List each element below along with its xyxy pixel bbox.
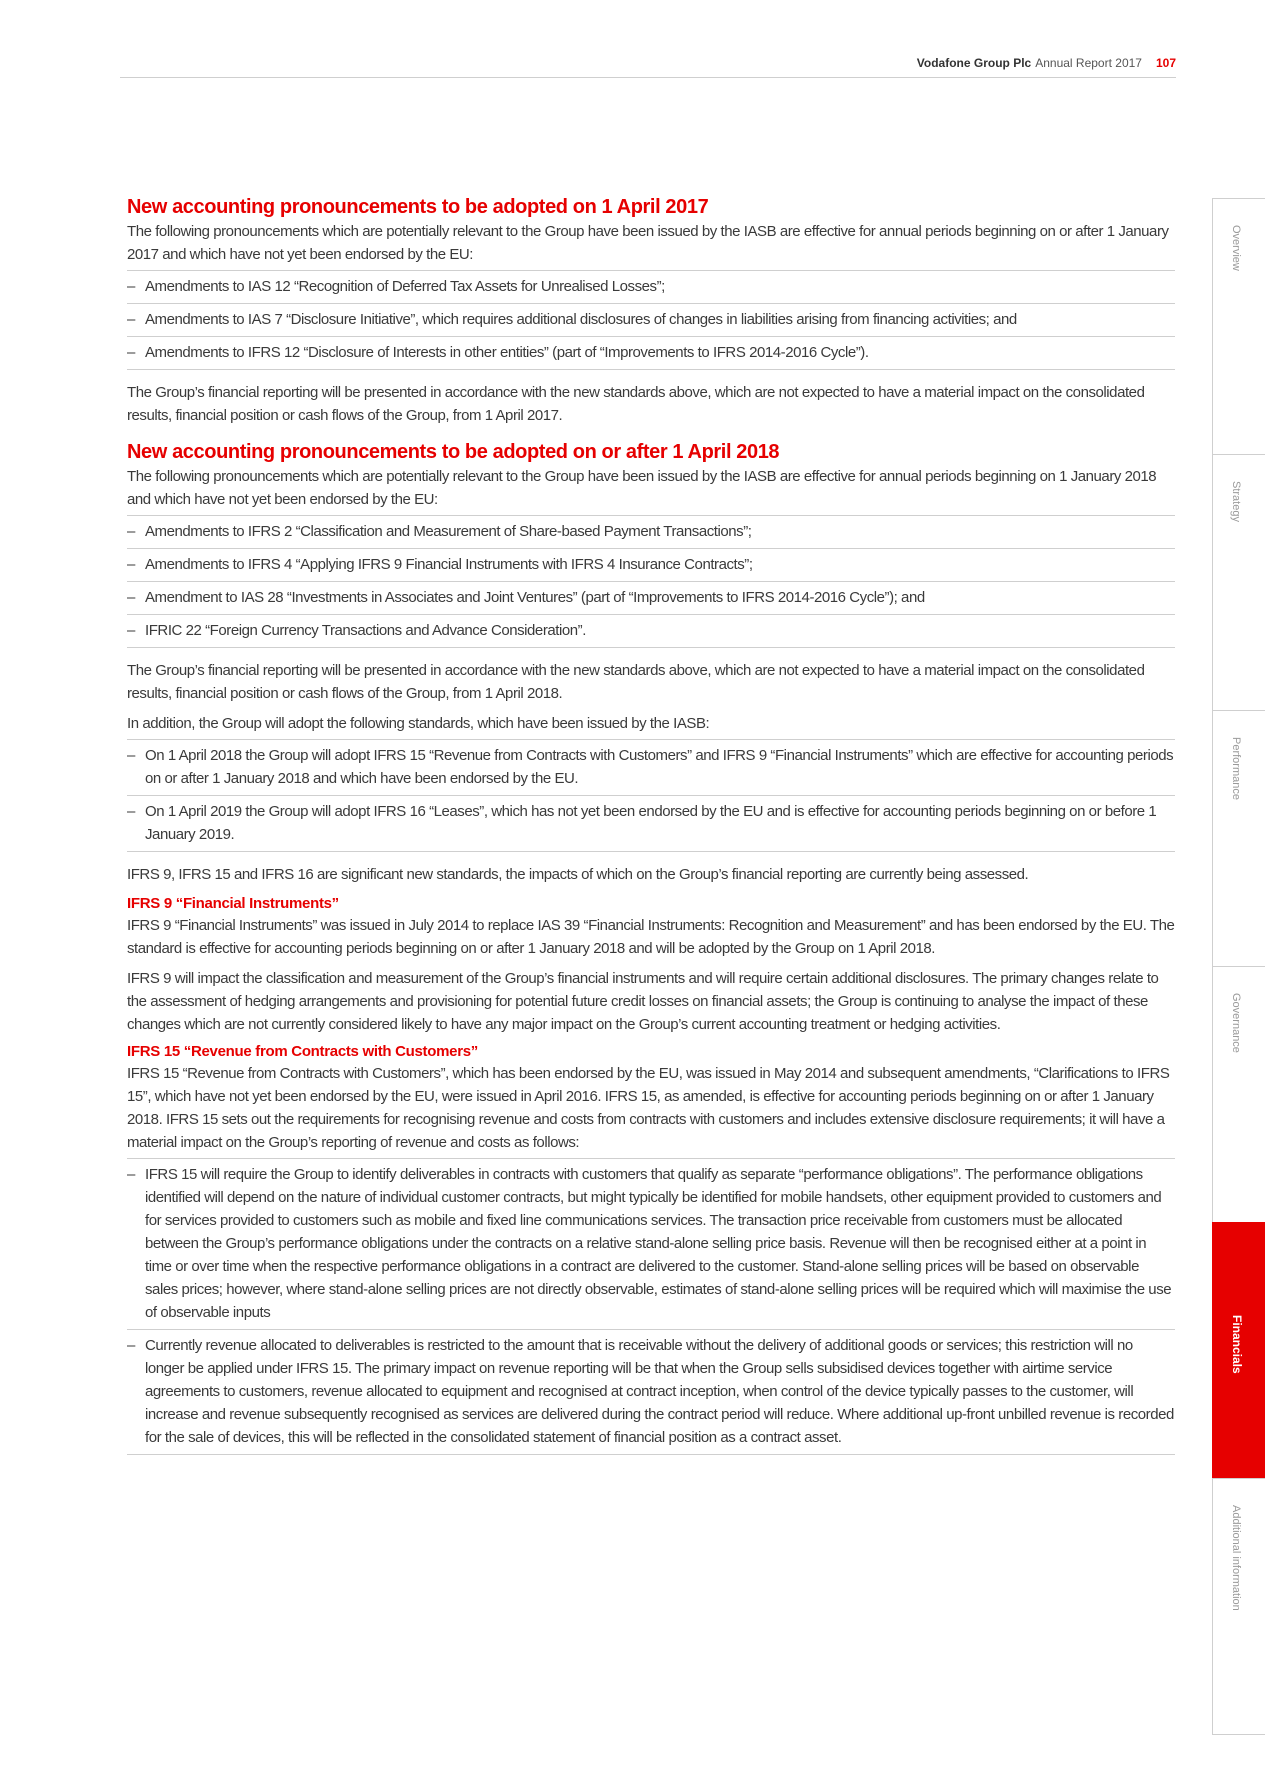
list-item: – IFRIC 22 “Foreign Currency Transactions and Advance Consideration”. xyxy=(127,615,1175,648)
tab-label: Governance xyxy=(1230,993,1242,1053)
dash-marker: – xyxy=(127,311,135,328)
section-2018-closing: The Group’s financial reporting will be presented in accordance with the new standards above, which are not expected to have a material impact on the consolidated results, financial position or cash flows of the Group, from 1 April 2018. xyxy=(127,662,1145,702)
company-name: Vodafone Group Plc xyxy=(916,56,1032,70)
dash-marker: – xyxy=(127,278,135,295)
tab-label: Overview xyxy=(1230,225,1242,271)
list-item: – Amendments to IFRS 4 “Applying IFRS 9 Financial Instruments with IFRS 4 Insurance Contracts”; xyxy=(127,549,1175,582)
tab-label: Performance xyxy=(1230,737,1242,800)
list-item: – IFRS 15 will require the Group to identify deliverables in contracts with customers that qualify as separate “performance obligations”. The performance obligations identified will depend on the nature of individual customer contracts, but might typically be identified for mobile handsets, other equipment provided to customers and for services provided to customers such as mobile and fixed line communications services. The transaction price receivable from customers must be allocated between the Group’s performance obligations under the contracts on a relative stand-alone selling price basis. Revenue will then be recognised either at a point in time or over time when the respective performance obligations in a contract are delivered to the customer. Stand-alone selling prices will be based on observable sales prices; however, where stand-alone selling prices are not directly observable, estimates of stand-alone selling prices will be required which will maximise the use of observable inputs xyxy=(127,1159,1175,1330)
tab-label: Additional information xyxy=(1230,1505,1242,1611)
tab-additional-information[interactable] xyxy=(1212,1478,1265,1735)
ifrs9-heading: IFRS 9 “Financial Instruments” xyxy=(127,895,339,912)
list-item: – On 1 April 2019 the Group will adopt IFRS 16 “Leases”, which has not yet been endorsed by the EU and is effective for accounting periods beginning on or before 1 January 2019. xyxy=(127,796,1175,852)
section-2018-addition-list xyxy=(127,739,1175,852)
dash-marker: – xyxy=(127,344,135,361)
section-2017-intro: The following pronouncements which are potentially relevant to the Group have been issued by the IASB are effective for annual periods beginning on or after 1 January 2017 and which have not yet been endorsed by the EU: xyxy=(127,223,1169,263)
list-item: – On 1 April 2018 the Group will adopt IFRS 15 “Revenue from Contracts with Customers” and IFRS 9 “Financial Instruments” which are effective for accounting periods on or after 1 January 2018 and which have been endorsed by the EU. xyxy=(127,740,1175,796)
dash-marker: – xyxy=(127,1337,135,1354)
ifrs15-para-1: IFRS 15 “Revenue from Contracts with Customers”, which has been endorsed by the EU, was issued in May 2014 and subsequent amendments, “Clarifications to IFRS 15”, which have not yet been endorsed by the EU, were issued in April 2016. IFRS 15, as amended, is effective for accounting periods beginning on or after 1 January 2018. IFRS 15 sets out the requirements for recognising revenue and costs from contracts with customers and includes extensive disclosure requirements; it will have a material impact on the Group’s reporting of revenue and costs as follows: xyxy=(127,1065,1170,1151)
dash-marker: – xyxy=(127,747,135,764)
section-heading-2018: New accounting pronouncements to be adopted on or after 1 April 2018 xyxy=(127,441,780,463)
significant-standards-note: IFRS 9, IFRS 15 and IFRS 16 are significant new standards, the impacts of which on the Group’s financial reporting are currently being assessed. xyxy=(127,866,1029,883)
page-number: 107 xyxy=(1155,56,1176,70)
list-item: – Amendment to IAS 28 “Investments in Associates and Joint Ventures” (part of “Improvements to IFRS 2014-2016 Cycle”); and xyxy=(127,582,1175,615)
tab-label: Strategy xyxy=(1230,481,1242,522)
section-tabs xyxy=(1212,198,1265,1735)
tab-strategy[interactable] xyxy=(1212,454,1265,710)
tab-financials[interactable] xyxy=(1212,1222,1265,1478)
section-2017-closing: The Group’s financial reporting will be presented in accordance with the new standards above, which are not expected to have a material impact on the consolidated results, financial position or cash flows of the Group, from 1 April 2017. xyxy=(127,384,1145,424)
list-item: – Amendments to IFRS 2 “Classification and Measurement of Share-based Payment Transactions”; xyxy=(127,516,1175,549)
list-item: – Currently revenue allocated to deliverables is restricted to the amount that is receivable without the delivery of additional goods or services; this restriction will no longer be applied under IFRS 15. The primary impact on revenue reporting will be that when the Group sells subsidised devices together with airtime service agreements to customers, revenue allocated to equipment and recognised at contract inception, when control of the device typically passes to the customer, will increase and revenue subsequently recognised as services are delivered during the contract period will reduce. Where additional up-front unbilled revenue is recorded for the sale of devices, this will be reflected in the consolidated statement of financial position as a contract asset. xyxy=(127,1330,1175,1455)
tab-performance[interactable] xyxy=(1212,710,1265,966)
dash-marker: – xyxy=(127,523,135,540)
list-item: – Amendments to IAS 12 “Recognition of Deferred Tax Assets for Unrealised Losses”; xyxy=(127,271,1175,304)
section-2018-intro: The following pronouncements which are potentially relevant to the Group have been issued by the IASB are effective for annual periods beginning on 1 January 2018 and which have not yet been endorsed by the EU: xyxy=(127,468,1157,508)
ifrs9-para-1: IFRS 9 “Financial Instruments” was issued in July 2014 to replace IAS 39 “Financial Instruments: Recognition and Measurement” and has been endorsed by the EU. The standard is effective for accounting periods beginning on or after 1 January 2018 and will be adopted by the Group on 1 April 2018. xyxy=(127,917,1175,957)
tab-label: Financials xyxy=(1230,1315,1244,1374)
dash-marker: – xyxy=(127,622,135,639)
main-content xyxy=(127,194,1175,1455)
list-item: – Amendments to IFRS 12 “Disclosure of Interests in other entities” (part of “Improvements to IFRS 2014-2016 Cycle”). xyxy=(127,337,1175,370)
dash-marker: – xyxy=(127,803,135,820)
list-item: – Amendments to IAS 7 “Disclosure Initiative”, which requires additional disclosures of changes in liabilities arising from financing activities; and xyxy=(127,304,1175,337)
dash-marker: – xyxy=(127,1166,135,1183)
dash-marker: – xyxy=(127,556,135,573)
ifrs9-para-2: IFRS 9 will impact the classification and measurement of the Group’s financial instruments and will require certain additional disclosures. The primary changes relate to the assessment of hedging arrangements and provisioning for potential future credit losses on financial assets; the Group is continuing to analyse the impact of these changes which are not currently considered likely to have any major impact on the Group’s current accounting treatment or hedging activities. xyxy=(127,970,1159,1033)
section-heading-2017: New accounting pronouncements to be adopted on 1 April 2017 xyxy=(127,196,709,218)
tab-overview[interactable] xyxy=(1212,198,1265,454)
report-title: Annual Report 2017 xyxy=(1035,56,1142,70)
ifrs15-heading: IFRS 15 “Revenue from Contracts with Customers” xyxy=(127,1043,478,1060)
section-2018-list xyxy=(127,515,1175,648)
page-header xyxy=(120,56,1176,78)
section-2017-list xyxy=(127,270,1175,370)
dash-marker: – xyxy=(127,589,135,606)
ifrs15-list xyxy=(127,1158,1175,1455)
tab-governance[interactable] xyxy=(1212,966,1265,1222)
section-2018-addition-intro: In addition, the Group will adopt the following standards, which have been issued by the IASB: xyxy=(127,715,710,732)
